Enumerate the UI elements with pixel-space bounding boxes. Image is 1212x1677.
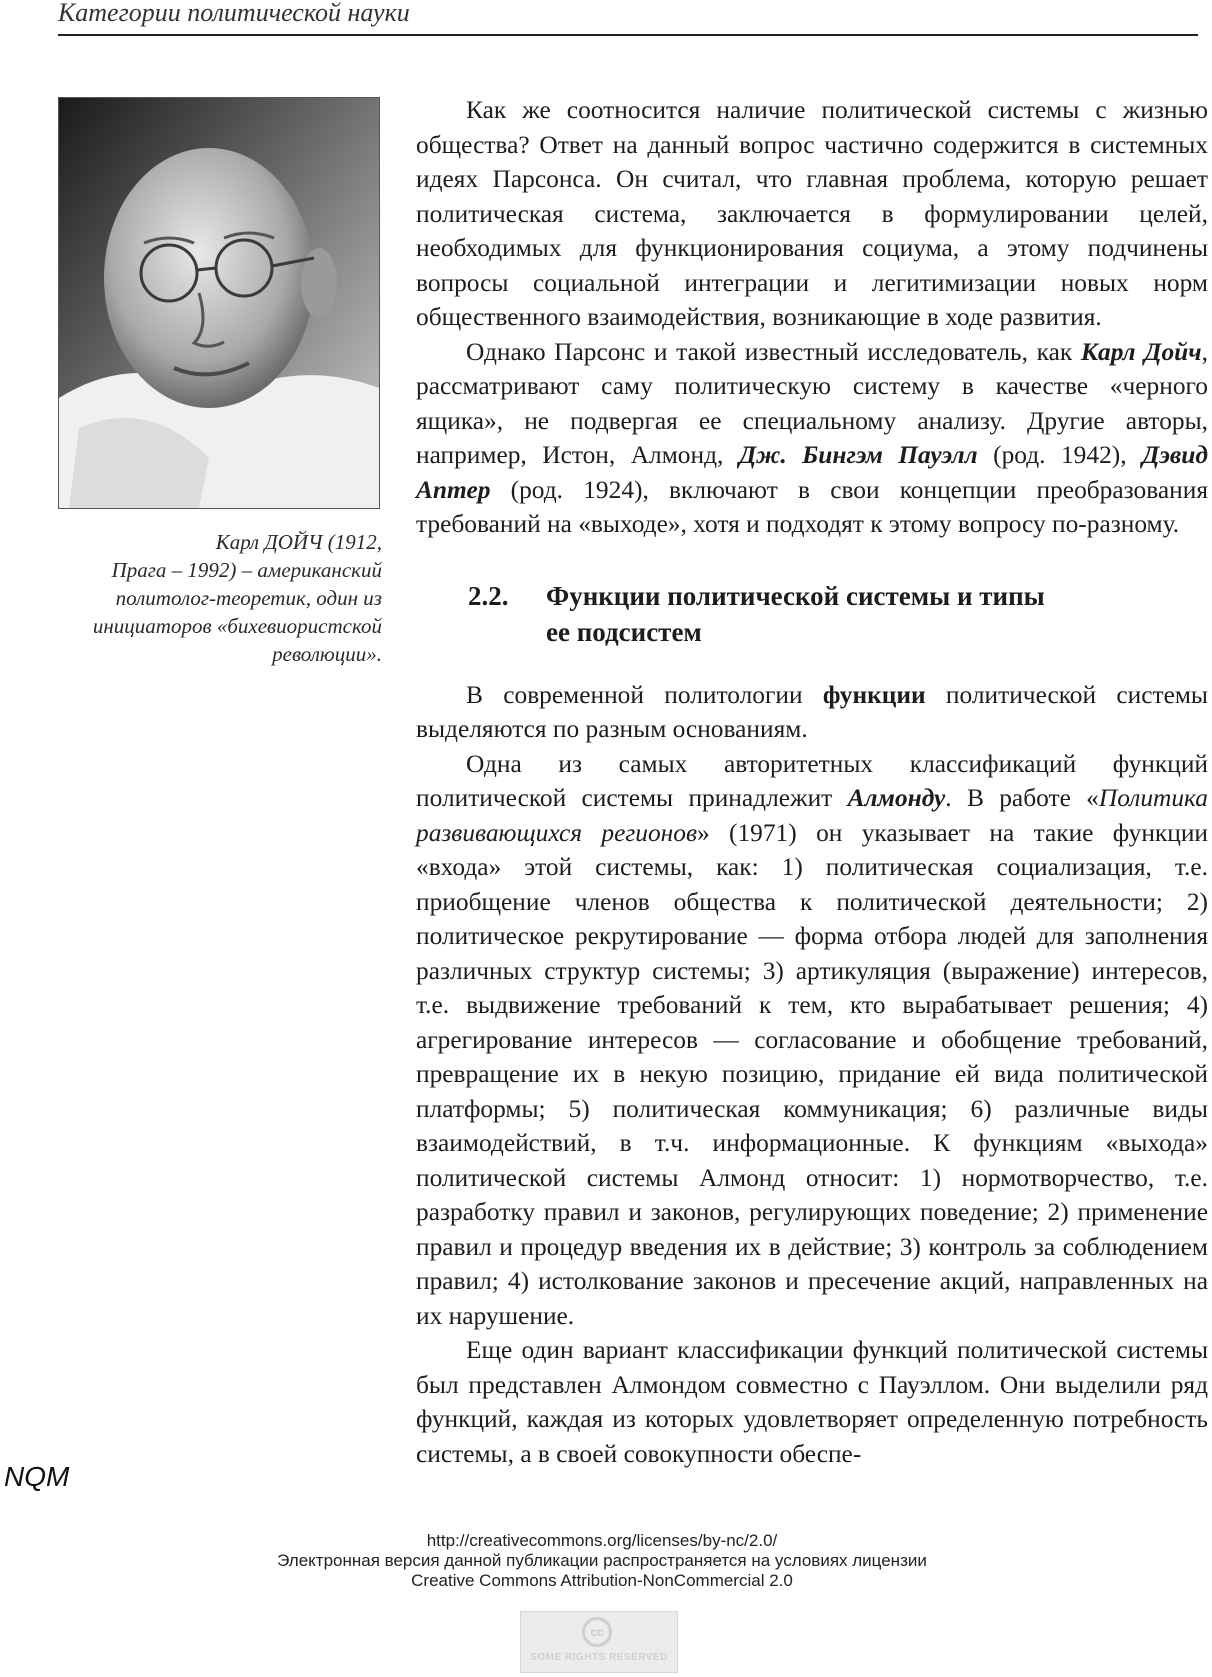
text-run: Одна из самых авторитетных классификаций функций политической системы принадлежит (416, 749, 1208, 812)
text-run: политической системы выделяются по разным основаниям. (416, 680, 1208, 743)
caption-line: инициаторов «бихевиористской (92, 614, 382, 638)
text-run: Однако Парсонс и такой известный исследователь, как (466, 337, 1081, 366)
section-title-line: Функции политической системы и типы (546, 580, 1045, 611)
cc-badge-text: SOME RIGHTS RESERVED (530, 1652, 668, 1663)
running-title: Категории политической науки (58, 0, 1198, 36)
name-powell: Дж. Бингэм Пауэлл (738, 441, 978, 469)
text-run: » (1971) он указывает на такие функции «входа» этой системы, как: 1) политическая социализация, т.е. приобщение членов общества к политической деятельности; 2) политическое рекрутирование — форма отбора людей для заполнения различных структур системы; 3) артикуляция (выражение) интересов, т.е. выдвижение требований к тем, кто вырабатывает решения; 4) агрегирование интересов — согласование и обобщение требований, превращение их в некую позицию, придание ей вида политической платформы; 5) политическая коммуникация; 6) различные виды взаимодействий, в т.ч. информационные. К функциям «выхода» политической системы Алмонд относит: 1) нормотворчество, т.е. разработку правил и законов, регулирующих поведение; 2) применение правил и процедур введения их в действие; 3) контроль за соблюдением правил; 4) истолкование законов и пресечение акций, направленных на их нарушение. (416, 818, 1209, 1330)
term-functions: функции (822, 680, 926, 709)
text-run: (род. 1942), (977, 441, 1143, 469)
caption-line: революции». (272, 642, 382, 666)
author-portrait (58, 97, 380, 509)
paragraph-functions-intro (416, 678, 1208, 747)
license-notice (180, 1531, 1024, 1591)
text-run: . В работе « (945, 784, 1099, 812)
text-run: (род. 1924), включают в свои концепции преобразования требований на «выходе», хотя и подходят к этому вопросу по-разному. (416, 475, 1208, 538)
paragraph-parsons: Как же соотносится наличие политической системы с жизнью общества? Ответ на данный вопрос частично содержится в системных идеях Парсонса. Он считал, что главная проблема, которую решает политическая система, заключается в формулировании целей, необходимых для функционирования социума, а этому подчинены вопросы социальной интеграции и легитимизации новых норм общественного взаимодействия, возникающие в ходе развития. (416, 96, 1208, 331)
caption-line: Карл ДОЙЧ (1912, (215, 530, 382, 554)
caption-line: Прага – 1992) – американский (111, 558, 382, 582)
portrait-image (59, 98, 379, 508)
section-title (546, 578, 1208, 650)
section-number: 2.2. (468, 580, 509, 611)
section-title-line: ее подсистем (546, 616, 702, 647)
license-line: Электронная версия данной публикации распространяется на условиях лицензии (277, 1551, 927, 1570)
margin-mark: NQM (4, 1461, 70, 1492)
cc-icon: cc (582, 1617, 612, 1647)
paragraph-black-box (416, 335, 1208, 542)
work-title: Политика развивающихся регионов (416, 784, 1208, 847)
cc-license-badge[interactable] (520, 1611, 678, 1673)
text-run: , рассматривают саму политическую систему в качестве «черного ящика», не подвергая ее специальному анализу. Другие авторы, например, Истон, Алмонд, (416, 337, 1208, 469)
paragraph-almond-powell: Еще один вариант классификации функций политической системы был представлен Алмондом совместно с Пауэллом. Они выделили ряд функций, каждая из которых удовлетворяет определенную потребность системы, а в своей совокупности обеспе- (416, 1336, 1208, 1468)
paragraph-almond-classification (416, 747, 1208, 1334)
portrait-caption (40, 528, 382, 668)
license-line: Creative Commons Attribution-NonCommercial 2.0 (411, 1571, 793, 1590)
name-almond: Алмонду (847, 784, 946, 812)
name-deutsch: Карл Дойч (1080, 337, 1202, 366)
caption-line: политолог-теоретик, один из (115, 586, 382, 610)
section-heading (416, 578, 1208, 650)
license-url[interactable]: http://creativecommons.org/licenses/by-nc/2.0/ (426, 1531, 778, 1550)
name-apter: Дэвид Аптер (416, 441, 1208, 504)
text-run: В современной политологии (466, 680, 823, 709)
main-text (416, 93, 1208, 1471)
